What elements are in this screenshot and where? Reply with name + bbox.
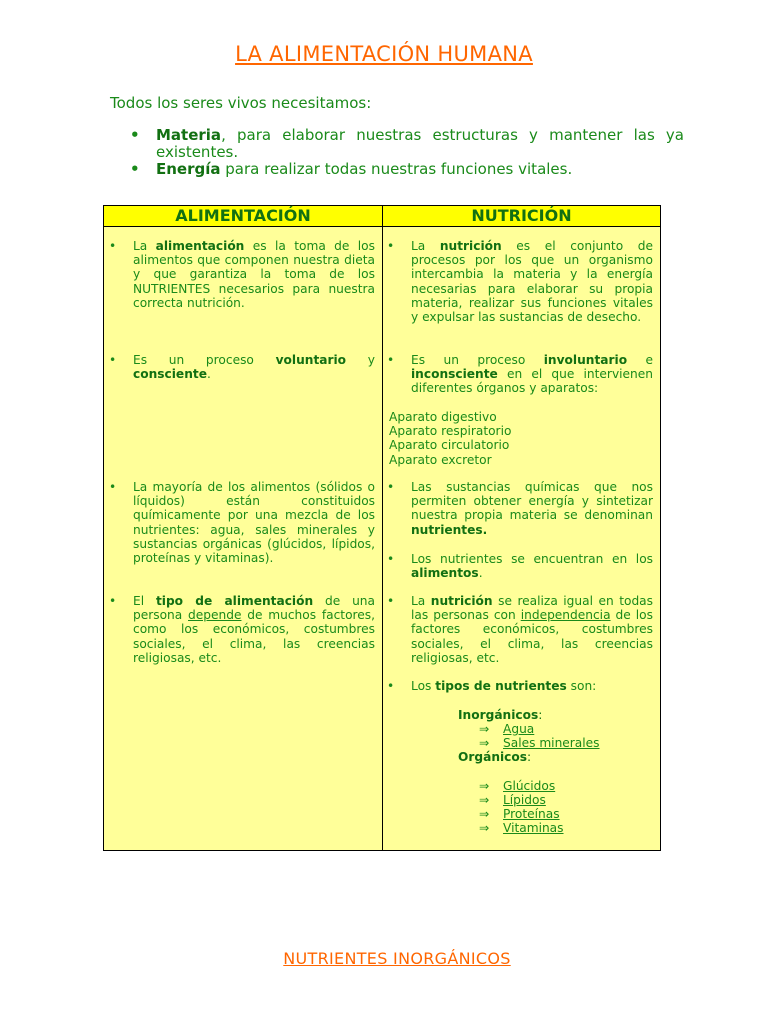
- needs-list: [130, 127, 684, 178]
- inorganicos-heading: Inorgánicos:: [458, 708, 543, 722]
- arrow-icon: ⇒: [479, 807, 490, 821]
- list-item: Aparato circulatorio: [389, 438, 510, 453]
- left-paragraph-1: • La alimentación es la toma de los alimentos que componen nuestra dieta y que garantiza la toma de los NUTRIENTES necesarios para nuestra correcta nutrición.: [109, 239, 375, 310]
- arrow-icon: ⇒: [479, 821, 490, 835]
- aparatos-list: [389, 410, 511, 467]
- list-item-energia: • Energía para realizar todas nuestras funciones vitales.: [130, 160, 573, 178]
- list-item[interactable]: ⇒ Vitaminas: [479, 821, 564, 835]
- comparison-table: [103, 205, 661, 851]
- left-paragraph-3: • La mayoría de los alimentos (sólidos o líquidos) están constituidos químicamente por una mezcla de los nutrientes: agua, sales minerales y sustancias orgánicas (glúcidos, lípidos, proteínas y vitaminas).: [109, 480, 375, 566]
- right-paragraph-6: • Los tipos de nutrientes son:: [387, 679, 597, 693]
- arrow-icon: ⇒: [479, 722, 490, 736]
- list-item: Aparato digestivo: [389, 410, 497, 424]
- header-alimentacion: ALIMENTACIÓN: [175, 206, 311, 225]
- intro-text: Todos los seres vivos necesitamos:: [110, 94, 372, 112]
- list-item: Aparato respiratorio: [389, 424, 512, 439]
- arrow-icon: ⇒: [479, 736, 490, 750]
- right-paragraph-2: • Es un proceso involuntario e inconsciente en el que intervienen diferentes órganos y aparatos:: [387, 353, 654, 396]
- right-paragraph-1: • La nutrición es el conjunto de procesos por los que un organismo intercambia la materia y la energía necesarias para elaborar su propia materia, realizar sus funciones vitales y expulsar las sustancias de desecho.: [387, 239, 653, 325]
- section-heading: NUTRIENTES INORGÁNICOS: [283, 949, 511, 968]
- list-item: Aparato excretor: [389, 452, 492, 467]
- list-item[interactable]: ⇒ Agua: [479, 722, 535, 736]
- list-item-materia: • Materia, para elaborar nuestras estructuras y mantener las ya existentes.: [130, 126, 684, 161]
- column-divider: [382, 206, 383, 850]
- right-paragraph-3: • Las sustancias químicas que nos permiten obtener energía y sintetizar nuestra propia materia se denominan nutrientes.: [387, 480, 653, 537]
- header-nutricion: NUTRICIÓN: [471, 206, 572, 225]
- list-item[interactable]: ⇒ Glúcidos: [479, 779, 556, 793]
- list-item[interactable]: ⇒ Proteínas: [479, 807, 560, 821]
- right-paragraph-5: • La nutrición se realiza igual en todas las personas con independencia de los factores económicos, costumbres sociales, el clima, las creencias religiosas, etc.: [387, 594, 653, 665]
- list-item[interactable]: ⇒ Sales minerales: [479, 736, 600, 750]
- right-paragraph-4: • Los nutrientes se encuentran en los alimentos.: [387, 552, 653, 581]
- arrow-icon: ⇒: [479, 793, 490, 807]
- bullet-icon: •: [130, 160, 140, 178]
- left-paragraph-2: • Es un proceso voluntario y consciente.: [109, 353, 375, 382]
- page-title: LA ALIMENTACIÓN HUMANA: [235, 42, 533, 66]
- left-paragraph-4: • El tipo de alimentación de una persona depende de muchos factores, como los económicos, costumbres sociales, el clima, las creencias religiosas, etc.: [109, 594, 376, 665]
- list-item[interactable]: ⇒ Lípidos: [479, 793, 546, 807]
- organicos-heading: Orgánicos:: [458, 750, 532, 764]
- arrow-icon: ⇒: [479, 779, 490, 793]
- bullet-icon: •: [130, 126, 140, 144]
